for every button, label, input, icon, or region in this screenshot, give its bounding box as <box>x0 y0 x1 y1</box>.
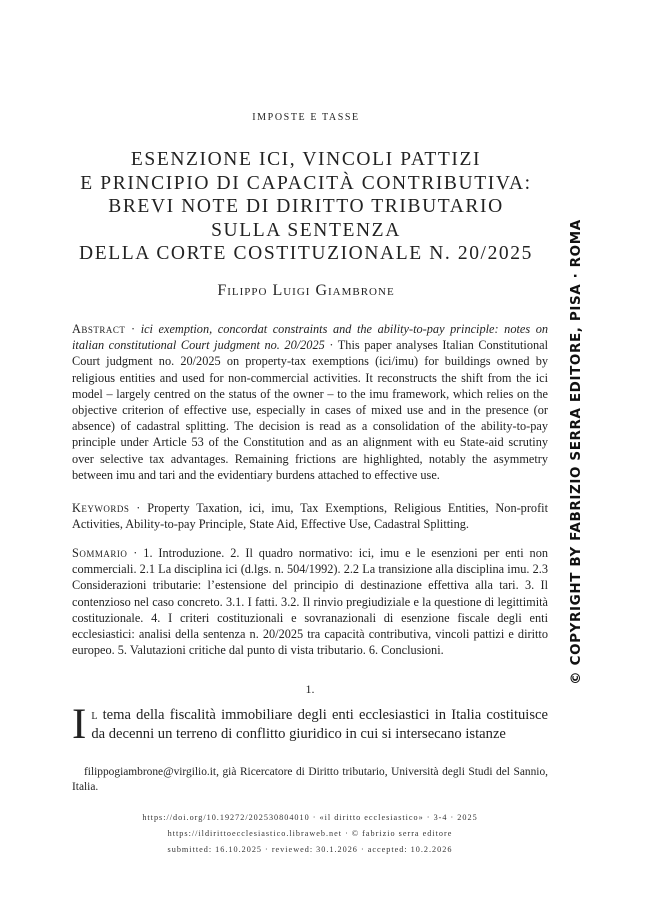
website-line: https://ildirittoecclesiastico.libraweb.net · © fabrizio serra editore <box>167 829 453 838</box>
title-line: BREVI NOTE DI DIRITTO TRIBUTARIO <box>108 196 504 217</box>
abstract-separator: · <box>130 322 136 336</box>
lead-in-smallcaps: l <box>91 707 98 723</box>
section-number-heading: 1. <box>305 682 315 696</box>
title-line: E PRINCIPIO DI CAPACITÀ CONTRIBUTIVA: <box>80 172 532 194</box>
body-paragraph <box>72 701 548 748</box>
title-line: SULLA SENTENZA <box>211 219 401 241</box>
article-title <box>50 148 562 266</box>
copyright-text: © COPYRIGHT BY FABRIZIO SERRA EDITORE, PISA · ROMA <box>568 219 584 685</box>
summary-label: Sommario <box>72 546 128 560</box>
abstract-english-title: ici exemption, concordat constraints and the ability-to-pay principle: notes on italian constitutional Court judgment no. 20/2025 <box>72 322 549 353</box>
keywords-label: Keywords <box>72 501 130 515</box>
submission-dates-line: submitted: 16.10.2025 · reviewed: 30.1.2026 · accepted: 10.2.2026 <box>167 845 453 854</box>
abstract-label: Abstract <box>72 322 126 336</box>
summary-text: 1. Introduzione. 2. Il quadro normativo: ici, imu e le esenzioni per enti non commerciali. 2.1 La disciplina ici (d.lgs. n. 504/1992). 2.2 La transizione alla disciplina imu. 2.3 Considerazioni tributarie: l’estensione del principio di destinazione effettiva alla tari. 3. Il contenzioso nel caso concreto. 3.1. I fatti. 3.2. Il rinvio pregiudiziale e la questione di legittimità costituzionale. 4. I criteri costituzionali e sovranazionali di esenzione fiscale degli enti ecclesiastici: analisi della sentenza n. 20/2025 tra capacità contributiva, vincoli pattizi e diritto europeo. 5. Valutazioni critiche dal punto di vista tributario. 6. Conclusioni. <box>72 546 548 658</box>
abstract-separator: · <box>329 338 334 353</box>
abstract <box>72 321 548 483</box>
doi-line: https://doi.org/10.19272/202530804010 · «il diritto ecclesiastico» · 3-4 · 2025 <box>142 813 478 822</box>
author-footnote: filippogiambrone@virgilio.it, già Ricercatore di Diritto tributario, Università degli Studi del Sannio, Italia. <box>72 766 548 793</box>
section-header: IMPOSTE E TASSE <box>252 112 360 123</box>
keywords-separator: · <box>136 501 141 515</box>
abstract-text: This paper analyses Italian Constitutional Court judgment no. 20/2025 on property-tax exemptions (ici/imu) for buildings owned by religious entities and used for non-commercial activities. It reconstructs the shift from the ici model – largely centred on the status of the owner – to the imu framework, which relies on the objective criterion of effective use, especially in cases of mixed use and in the presence (or absence) of cadastral splitting. The decision is read as a consolidation of the ability-to-pay principle under Article 53 of the Constitution and as an alignment with eu State-aid scrutiny over selective tax advantages. Remaining frictions are highlighted, notably the asymmetry between imu and tari and the evidentiary burdens attached to effective use. <box>72 338 548 482</box>
keywords <box>72 500 548 532</box>
author-name: Filippo Luigi Giambrone <box>217 282 395 299</box>
keywords-text: Property Taxation, ici, imu, Tax Exemptions, Religious Entities, Non-profit Activities, Ability-to-pay Principle, State Aid, Effective Use, Cadastral Splitting. <box>72 501 549 532</box>
table-of-contents <box>72 545 548 658</box>
summary-separator: · <box>133 546 138 560</box>
title-line: DELLA CORTE COSTITUZIONALE N. 20/2025 <box>79 243 533 264</box>
copyright-sidebar <box>566 216 586 688</box>
body-text: tema della fiscalità immobiliare degli enti ecclesiastici in Italia costituisce da decenni un terreno di conflitto giuridico in cui si intersecano istanze <box>91 707 548 742</box>
title-line: ESENZIONE ICI, VINCOLI PATTIZI <box>130 149 482 170</box>
drop-cap: I <box>72 701 87 748</box>
